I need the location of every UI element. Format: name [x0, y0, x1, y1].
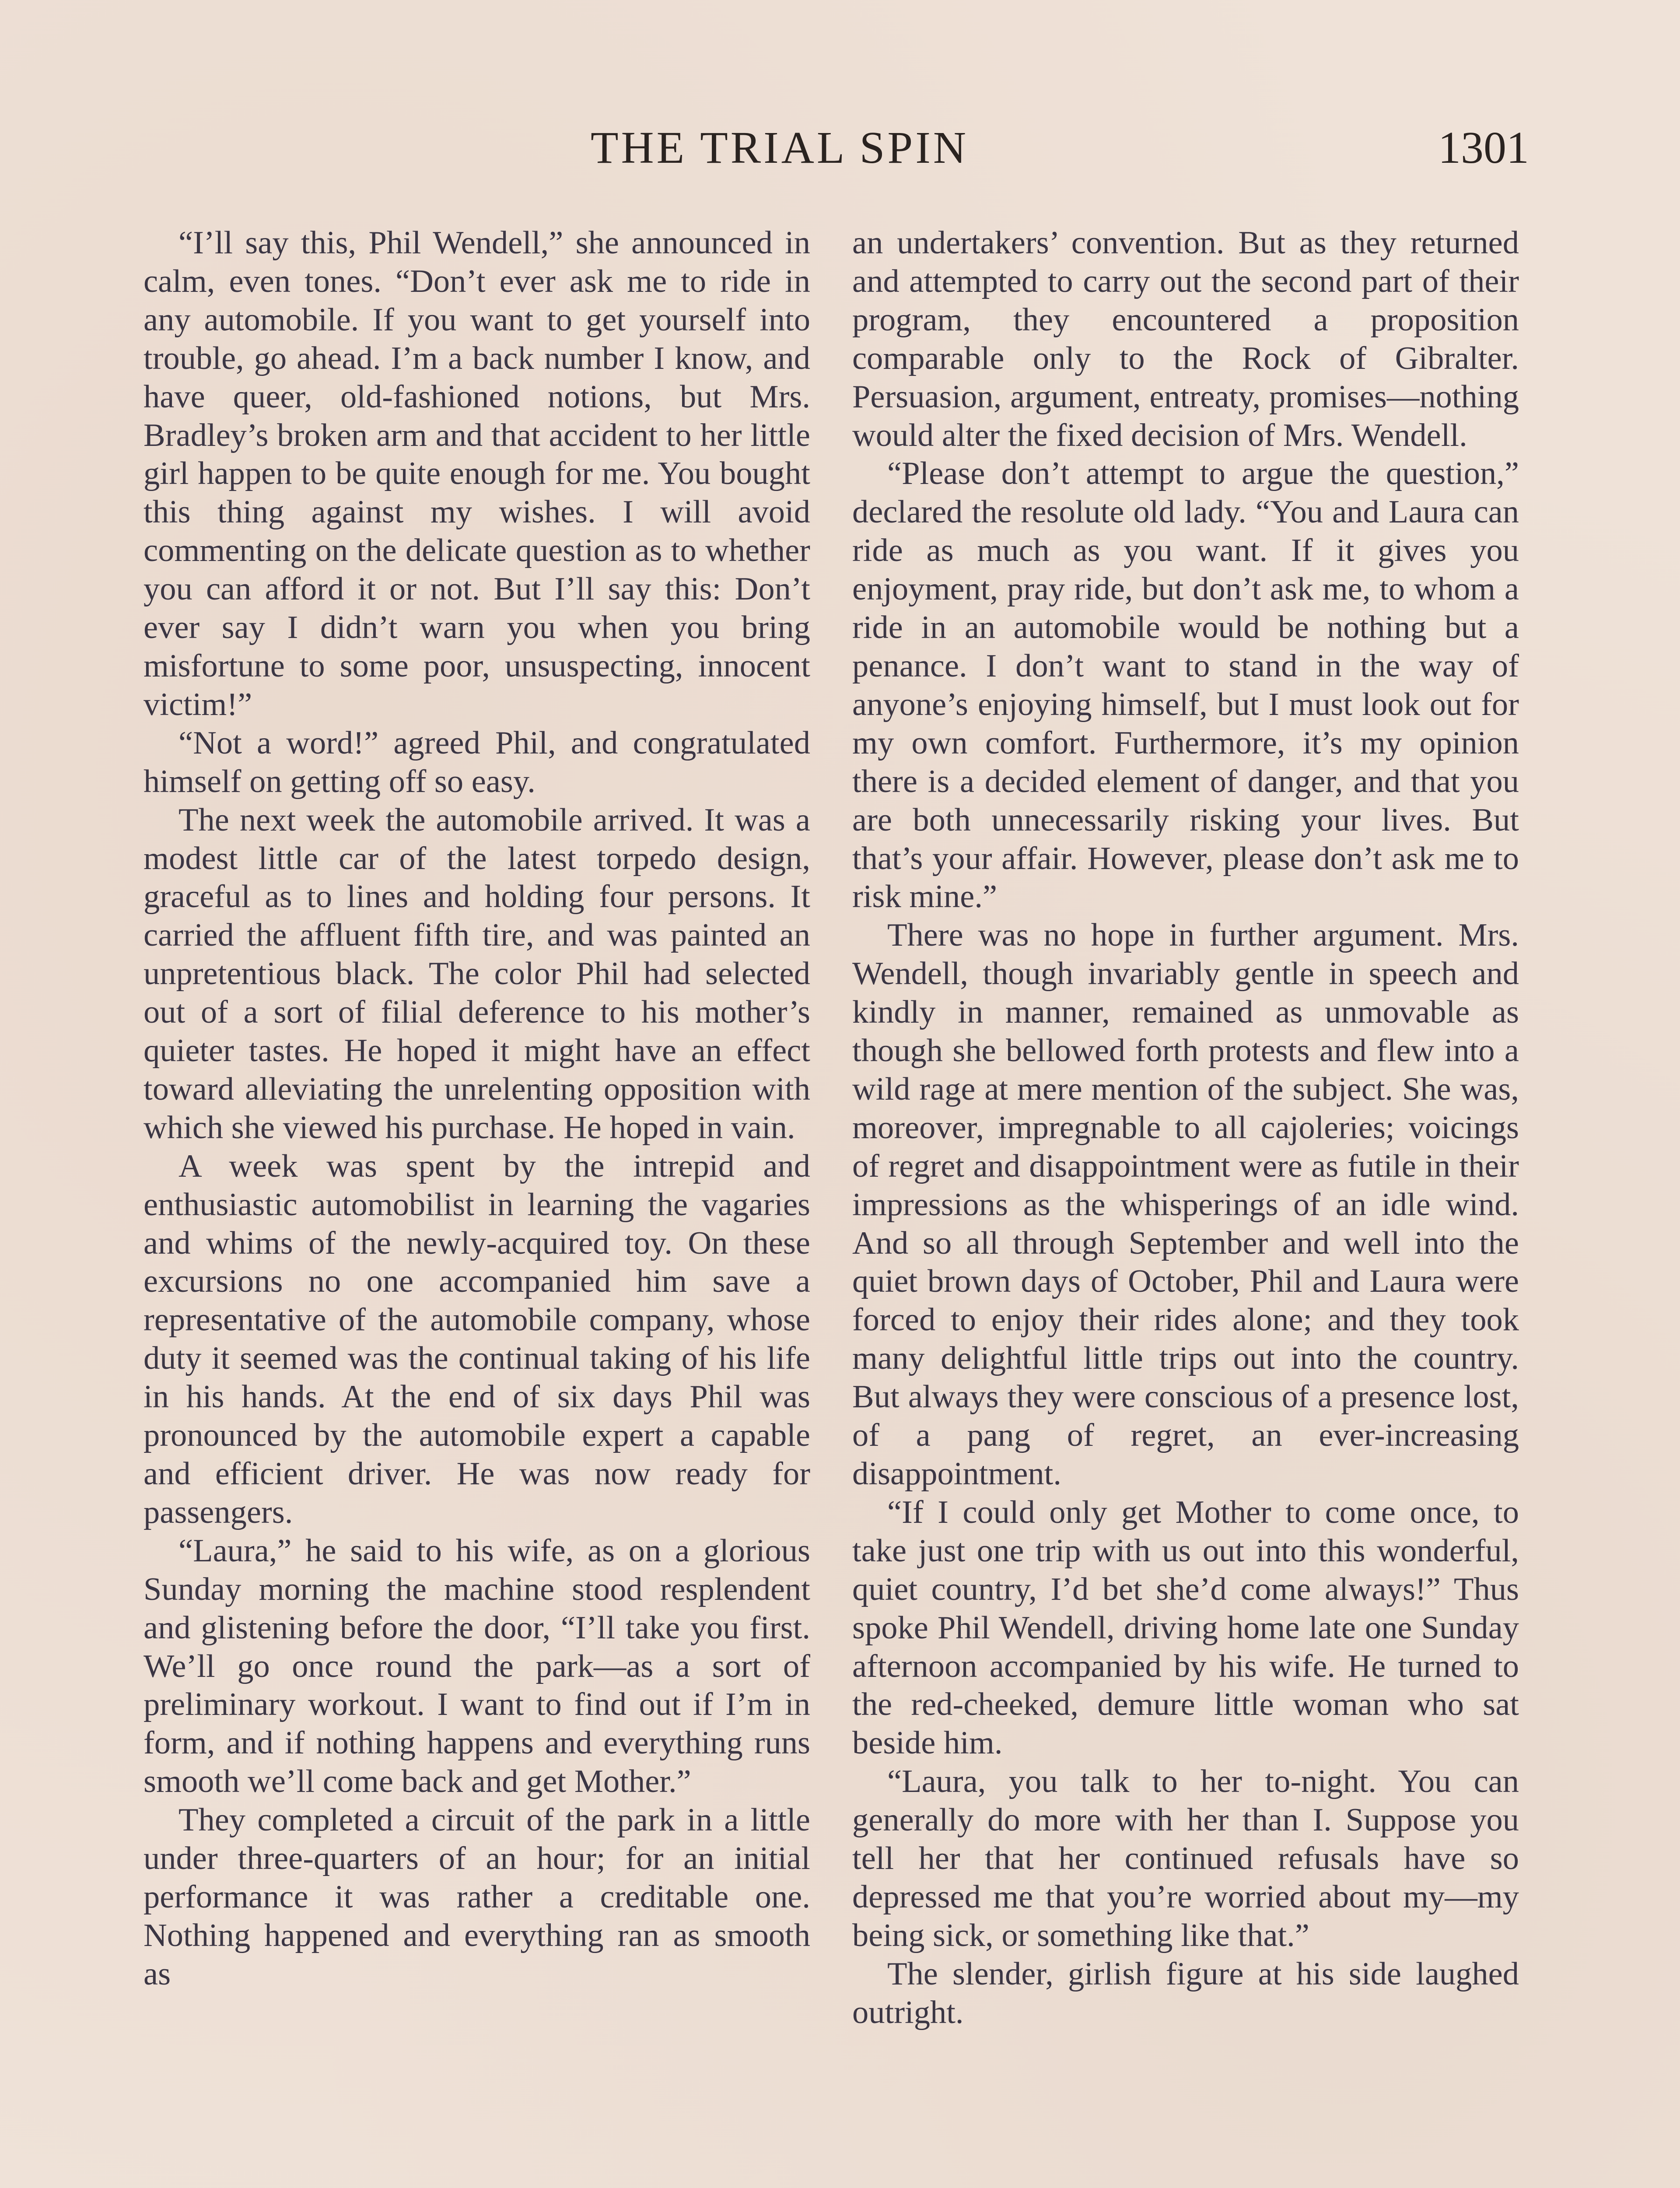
paragraph-continued: an undertakers’ convention. But as they returned and attempted to carry out the second part of their program, they encountered a proposition comparable only to the Rock of Gibralter. Persuasion, argument, entreaty, promises—nothing would alter the fixed decision of Mrs. Wendell.	[852, 225, 1519, 453]
paragraph: “Laura,” he said to his wife, as on a glorious Sunday morning the machine stood resplendent and glistening before the door, “I’ll take you first. We’ll go once round the park—as a sort of preliminary workout. I want to find out if I’m in form, and if nothing happens and everything runs smooth we’ll come back and get Mother.”	[144, 1532, 810, 1800]
running-title: THE TRIAL SPIN	[591, 123, 969, 173]
paragraph: They completed a circuit of the park in a little under three-quarters of an hour; for an initial performance it was rather a creditable one. Nothing happened and everything ran as smooth as	[144, 1802, 810, 1992]
paragraph: “I’ll say this, Phil Wendell,” she announced in calm, even tones. “Don’t ever ask me to ride in any automobile. If you want to get yourself into trouble, go ahead. I’m a back number I know, and have queer, old-fashioned notions, but Mrs. Bradley’s broken arm and that accident to her little girl happen to be quite enough for me. You bought this thing against my wishes. I will avoid commenting on the delicate question as to whether you can afford it or not. But I’ll say this: Don’t ever say I didn’t warn you when you bring misfortune to some poor, unsuspecting, innocent victim!”	[144, 225, 810, 722]
paragraph: “If I could only get Mother to come once, to take just one trip with us out into this wonderful, quiet country, I’d bet she’d come always!” Thus spoke Phil Wendell, driving home late one Sunday afternoon accompanied by his wife. He turned to the red-cheeked, demure little woman who sat beside him.	[852, 1494, 1519, 1761]
paragraph: A week was spent by the intrepid and enthusiastic automobilist in learning the vagaries and whims of the newly-acquired toy. On these excursions no one accompanied him save a representative of the automobile company, whose duty it seemed was the continual taking of his life in his hands. At the end of six days Phil was pronounced by the automobile expert a capable and efficient driver. He was now ready for passengers.	[144, 1148, 810, 1530]
paragraph: “Not a word!” agreed Phil, and congratulated himself on getting off so easy.	[144, 725, 810, 799]
paragraph: “Please don’t attempt to argue the question,” declared the resolute old lady. “You and Laura can ride as much as you want. If it gives you enjoyment, pray ride, but don’t ask me, to whom a ride in an automobile would be nothing but a penance. I don’t want to stand in the way of anyone’s enjoying himself, but I must look out for my own comfort. Furthermore, it’s my opinion there is a decided element of danger, and that you are both unnecessarily risking your lives. But that’s your affair. However, please don’t ask me to risk mine.”	[852, 456, 1519, 915]
paragraph: The slender, girlish figure at his side laughed outright.	[852, 1956, 1519, 2030]
page-number: 1301	[1438, 123, 1529, 173]
paragraph: “Laura, you talk to her to-night. You can generally do more with her than I. Suppose you tell her that her continued refusals have so depressed me that you’re worried about my—my being sick, or something like that.”	[852, 1764, 1519, 1953]
running-head	[0, 117, 1680, 179]
left-column	[144, 224, 810, 1994]
right-column	[852, 224, 1519, 2032]
paragraph: There was no hope in further argument. Mrs. Wendell, though invariably gentle in speech and kindly in manner, remained as unmovable as though she bellowed forth protests and flew into a wild rage at mere mention of the subject. She was, moreover, impregnable to all cajoleries; voicings of regret and disappointment were as futile in their impressions as the whisperings of an idle wind. And so all through September and well into the quiet brown days of October, Phil and Laura were forced to enjoy their rides alone; and they took many delightful little trips out into the country. But always they were conscious of a presence lost, of a pang of regret, an ever-increasing disappointment.	[852, 917, 1519, 1492]
paragraph: The next week the automobile arrived. It was a modest little car of the latest torpedo design, graceful as to lines and holding four persons. It carried the affluent fifth tire, and was painted an unpretentious black. The color Phil had selected out of a sort of filial deference to his mother’s quieter tastes. He hoped it might have an effect toward alleviating the unrelenting opposition with which she viewed his purchase. He hoped in vain.	[144, 802, 810, 1146]
